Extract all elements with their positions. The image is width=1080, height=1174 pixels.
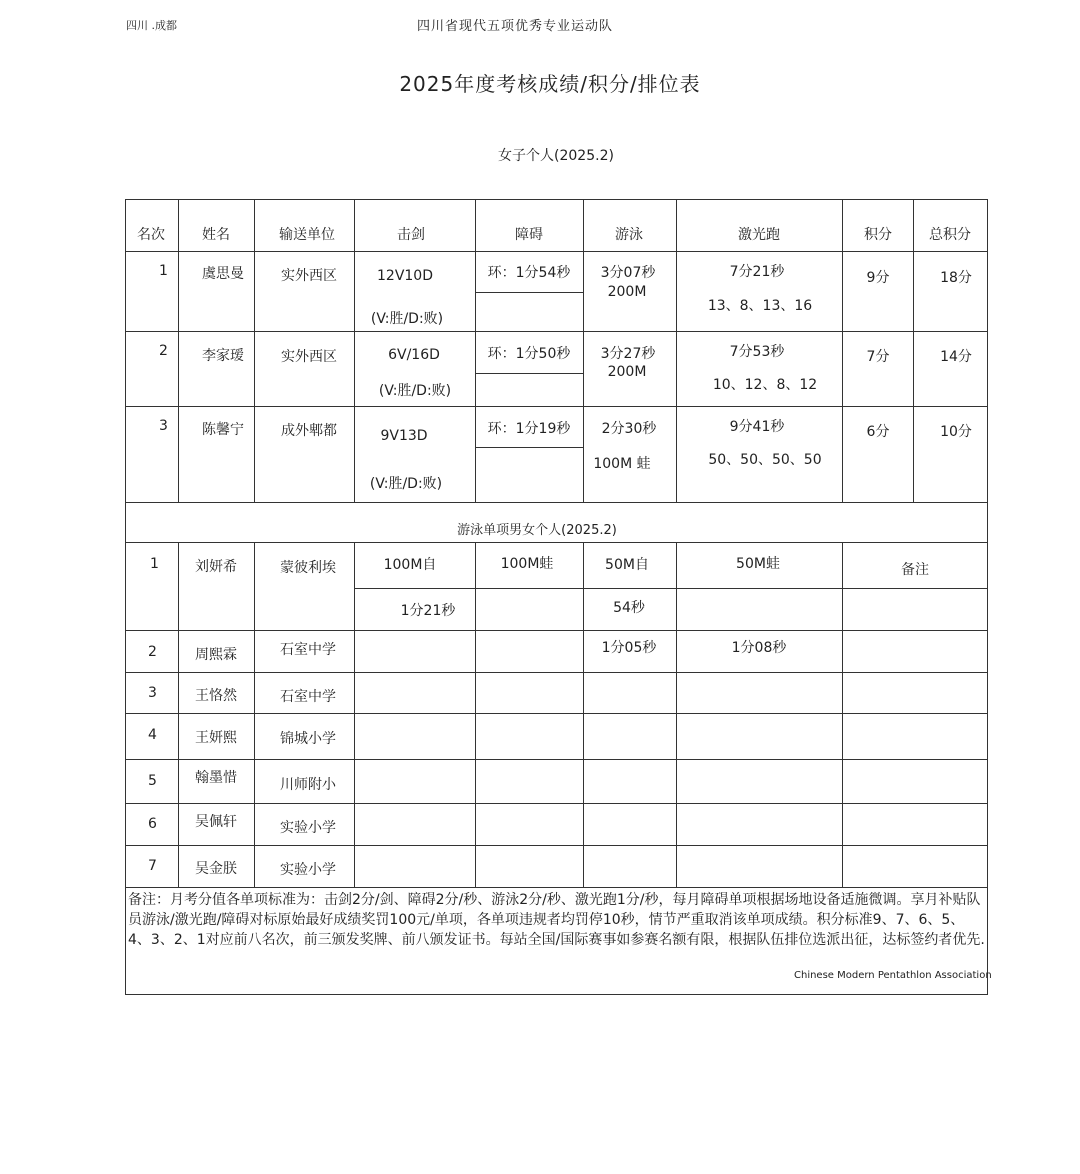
t1-row3-laser: 9分41秒 (729, 419, 785, 435)
table2-title: 游泳单项男女个人(2025.2) (457, 523, 617, 538)
header-swim: 游泳 (615, 227, 643, 243)
t1-row1-laser: 7分21秒 (729, 264, 785, 280)
grid-line (254, 199, 255, 503)
header-name: 姓名 (202, 227, 230, 243)
t1-row3-swim-event: 100M 蛙 (593, 456, 651, 472)
grid-line (475, 373, 584, 374)
t1-row1-fencing: 12V10D (377, 268, 433, 284)
t1-row3-obstacle: 环：1分19秒 (487, 421, 571, 437)
header-fencing: 击剑 (397, 227, 425, 243)
grid-line (583, 542, 584, 888)
header-rank: 名次 (137, 227, 165, 243)
grid-line (475, 199, 476, 503)
t2-row6-unit: 实验小学 (280, 820, 336, 836)
t1-row3-total: 10分 (940, 424, 972, 440)
t2-row1-unit: 蒙彼利埃 (280, 560, 336, 576)
t2-row5-rank: 5 (148, 773, 157, 789)
t1-row1-fencing-note: (V:胜/D:败) (370, 311, 444, 327)
grid-line (987, 199, 988, 995)
t2-row3-name: 王恪然 (195, 688, 237, 704)
t1-row2-swim-event: 200M (607, 364, 647, 380)
t1-row1-laser-detail: 13、8、13、16 (707, 298, 813, 314)
header-obstacle: 障碍 (515, 227, 543, 243)
t1-row1-rank: 1 (159, 263, 168, 279)
grid-line (354, 199, 355, 503)
t2-row3-rank: 3 (148, 685, 157, 701)
t1-row2-swim: 3分27秒 (600, 346, 656, 362)
t1-row1-points: 9分 (866, 270, 890, 286)
event-100m-free: 100M自 (383, 557, 437, 573)
t1-row3-laser-detail: 50、50、50、50 (708, 452, 822, 468)
t2-row1-100m-free: 1分21秒 (400, 603, 456, 619)
grid-line (842, 542, 843, 888)
remarks-note: 备注：月考分值各单项标准为：击剑2分/剑、障碍2分/秒、游泳2分/秒、激光跑1分/秒，每月障碍单项根据场地设备适施微调。享月补贴队员游泳/激光跑/障碍对标原始最好成绩奖罚100元/单项，各单项违规者均罚停10秒，情节严重取消该单项成绩。积分标准9、7、6、5、4、3、2、1对应前八名次，前三颁发奖牌、前八颁发证书。每站全国/国际赛事如参赛名额有限，根据队伍排位选派出征，达标签约者优先. (128, 892, 985, 948)
t1-row3-swim: 2分30秒 (601, 421, 657, 437)
t1-row3-rank: 3 (159, 418, 168, 434)
header-total-points: 总积分 (929, 227, 971, 243)
t2-row1-50m-free: 54秒 (613, 600, 645, 616)
t2-row2-rank: 2 (148, 644, 157, 660)
t2-row5-name: 翰墨惜 (195, 770, 237, 786)
t2-row4-unit: 锦城小学 (280, 731, 336, 747)
t1-row2-points: 7分 (866, 349, 890, 365)
grid-line (125, 199, 126, 995)
grid-line (842, 199, 843, 503)
t2-row6-rank: 6 (148, 816, 157, 832)
t1-row2-unit: 实外西区 (281, 349, 337, 365)
event-100m-breast: 100M蛙 (500, 556, 554, 572)
page-title: 2025年度考核成绩/积分/排位表 (399, 72, 701, 96)
t1-row1-unit: 实外西区 (281, 268, 337, 284)
grid-line (913, 199, 914, 503)
t1-row3-unit: 成外郫都 (281, 423, 337, 439)
header-location: 四川 .成都 (126, 19, 177, 32)
t1-row1-name: 虞思曼 (202, 266, 244, 282)
t1-row2-obstacle: 环：1分50秒 (487, 346, 571, 362)
t2-row2-50m-free: 1分05秒 (601, 640, 657, 656)
grid-line (354, 588, 988, 589)
t1-row3-name: 陈馨宁 (202, 422, 244, 438)
t2-row1-name: 刘妍希 (195, 559, 237, 575)
grid-line (676, 199, 677, 503)
t1-row2-name: 李家瑷 (202, 348, 244, 364)
event-50m-breast: 50M蛙 (736, 556, 780, 572)
grid-line (125, 994, 988, 995)
grid-line (676, 542, 677, 888)
t1-row2-laser-detail: 10、12、8、12 (712, 377, 818, 393)
t1-row3-fencing: 9V13D (380, 428, 428, 444)
association-footer: Chinese Modern Pentathlon Association (794, 970, 992, 981)
t1-row2-total: 14分 (940, 349, 972, 365)
t2-row2-name: 周熙霖 (195, 647, 237, 663)
grid-line (178, 542, 179, 888)
table1-subtitle: 女子个人(2025.2) (498, 148, 614, 164)
event-50m-free: 50M自 (605, 557, 649, 573)
t1-row2-fencing: 6V/16D (388, 347, 440, 363)
t2-row3-unit: 石室中学 (280, 689, 336, 705)
t2-row2-50m-breast: 1分08秒 (731, 640, 787, 656)
header-points: 积分 (864, 227, 892, 243)
t1-row2-laser: 7分53秒 (729, 344, 785, 360)
grid-line (475, 292, 584, 293)
grid-line (475, 447, 584, 448)
t2-row4-name: 王妍熙 (195, 730, 237, 746)
t2-row4-rank: 4 (148, 727, 157, 743)
t1-row3-fencing-note: (V:胜/D:败) (369, 476, 443, 492)
t2-row1-rank: 1 (150, 556, 159, 572)
grid-line (475, 542, 476, 888)
t2-row2-unit: 石室中学 (280, 642, 336, 658)
t1-row1-swim: 3分07秒 (600, 265, 656, 281)
t2-row7-name: 吴金朕 (195, 861, 237, 877)
t2-row5-unit: 川师附小 (280, 777, 336, 793)
t1-row2-rank: 2 (159, 343, 168, 359)
grid-line (178, 199, 179, 503)
grid-line (583, 199, 584, 503)
t2-row7-unit: 实验小学 (280, 862, 336, 878)
t1-row1-swim-event: 200M (607, 284, 647, 300)
grid-line (254, 542, 255, 888)
t1-row1-obstacle: 环：1分54秒 (487, 265, 571, 281)
t1-row1-total: 18分 (940, 270, 972, 286)
remark-label: 备注 (901, 562, 929, 578)
t2-row7-rank: 7 (148, 858, 157, 874)
t1-row3-points: 6分 (866, 424, 890, 440)
header-unit: 输送单位 (279, 227, 335, 243)
t2-row6-name: 吴佩轩 (195, 814, 237, 830)
grid-line (354, 542, 355, 888)
header-laser-run: 激光跑 (738, 227, 780, 243)
header-organization: 四川省现代五项优秀专业运动队 (416, 19, 613, 34)
t1-row2-fencing-note: (V:胜/D:败) (378, 383, 452, 399)
